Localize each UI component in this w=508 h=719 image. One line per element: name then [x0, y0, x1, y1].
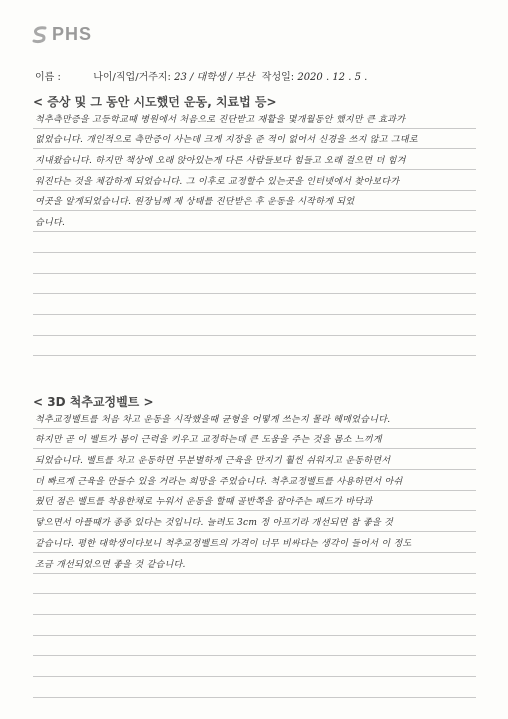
writing-line [33, 211, 476, 232]
name-label: 이름 : [35, 72, 61, 83]
handwritten-text: 척추측만증을 고등학교때 병원에서 처음으로 진단받고 재활을 몇개월동안 했지만 큰 효과가 [35, 114, 406, 125]
writing-line [33, 470, 476, 491]
writing-line [33, 532, 476, 553]
writing-line [33, 408, 476, 429]
section1-title: < 증상 및 그 동안 시도했던 운동, 치료법 등> [33, 95, 277, 109]
writing-line [33, 336, 476, 357]
writing-line [33, 511, 476, 532]
writing-line [33, 253, 476, 274]
writing-line [33, 170, 476, 191]
handwritten-text: 여곳을 알게되었습니다. 원장님께 제 상태를 진단받은 후 운동을 시작하게 되었 [35, 197, 355, 208]
writing-line [33, 129, 476, 150]
handwritten-text: 척추교정벨트를 처음 차고 운동을 시작했을때 균형을 어떻게 쓰는지 몰라 헤매었습니다. [35, 414, 391, 425]
writing-line [33, 315, 476, 336]
handwritten-text: 같습니다. 평한 대학생이다보니 척추교정벨트의 가격이 너무 비싸다는 생각이 들어서 이 정도 [35, 538, 412, 549]
writing-line [33, 615, 476, 636]
writing-line [33, 274, 476, 295]
date-label: 작성일: [261, 72, 295, 83]
writing-line [33, 429, 476, 450]
handwritten-text: 워진다는 것을 체감하게 되었습니다. 그 이후로 교정할수 있는곳을 인터넷에서 찾아보다가 [35, 176, 400, 187]
writing-line [33, 108, 476, 129]
handwritten-text: 닿으면서 아플때가 종종 있다는 것입니다. 늘려도 3cm 정 아프기라 개선되면 참 좋을 것 [35, 518, 394, 529]
date-value: 2020 . 12 . 5 . [297, 72, 368, 83]
phs-logo-icon [32, 26, 48, 44]
writing-line [33, 594, 476, 615]
meta-value: 23 / 대학생 / 부산 [174, 72, 255, 83]
writing-line [33, 677, 476, 698]
writing-line [33, 636, 476, 657]
meta-label: 나이/직업/거주지: [93, 72, 171, 83]
handwritten-text: 되었습니다. 벨트를 차고 운동하면 무분별하게 근육을 만지기 훨씬 쉬워지고 운동하면서 [35, 456, 391, 467]
handwritten-text: 웠던 점은 벨트를 착용한채로 누워서 운동을 할때 골반쪽을 잡아주는 패드가 바닥과 [35, 497, 373, 508]
handwritten-text: 더 빠르게 근육을 만들수 있을 거라는 희망을 주었습니다. 척추교정벨트를 사용하면서 아쉬 [35, 476, 403, 487]
handwritten-text: 하지만 곧 이 벨트가 몸이 근력을 키우고 교정하는데 큰 도움을 주는 것을 몸소 느끼게 [35, 435, 382, 446]
handwritten-text: 지내왔습니다. 하지만 책상에 오래 앉아있는게 다른 사람들보다 힘들고 오래 걸으면 더 힘겨 [35, 156, 406, 167]
writing-line [33, 294, 476, 315]
section2-lines [33, 408, 476, 698]
section1-lines [33, 108, 476, 356]
handwritten-text: 조금 개선되었으면 좋을 것 같습니다. [35, 559, 186, 570]
writing-line [33, 232, 476, 253]
info-line [35, 68, 475, 83]
writing-line [33, 574, 476, 595]
handwritten-text: 습니다. [35, 218, 66, 229]
handwritten-text: 없었습니다. 개인적으로 측만증이 사는데 크게 지장을 준 적이 없어서 신경을 쓰지 않고 그대로 [35, 135, 418, 146]
writing-line [33, 191, 476, 212]
writing-line [33, 491, 476, 512]
section2-title: < 3D 척추교정벨트 > [33, 395, 154, 409]
writing-line [33, 656, 476, 677]
phs-logo [32, 24, 92, 45]
logo-text: PHS [52, 24, 93, 44]
writing-line [33, 149, 476, 170]
writing-line [33, 449, 476, 470]
writing-line [33, 553, 476, 574]
